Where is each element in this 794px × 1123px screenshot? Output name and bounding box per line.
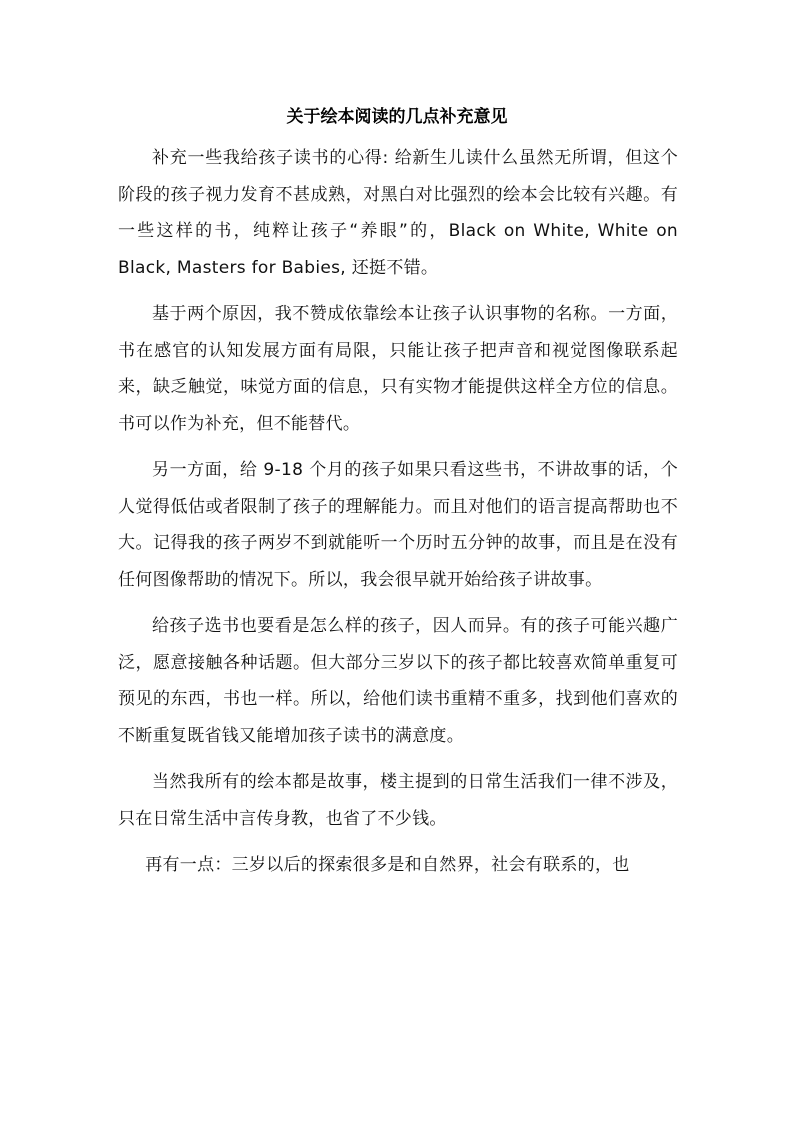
paragraph-6: 再有一点：三岁以后的探索很多是和自然界，社会有联系的，也 [145, 855, 630, 875]
paragraph-4: 给孩子选书也要看是怎么样的孩子，因人而异。有的孩子可能兴趣广泛，愿意接触各种话题。但大部分三岁以下的孩子都比较喜欢简单重复可预见的东西，书也一样。所以，给他们读书重精不重多，找到他们喜欢的不断重复既省钱又能增加孩子读书的满意度。 [118, 616, 678, 746]
document-body [118, 140, 678, 894]
paragraph-3: 另一方面，给 9-18 个月的孩子如果只看这些书，不讲故事的话，个人觉得低估或者限制了孩子的理解能力。而且对他们的语言提高帮助也不大。记得我的孩子两岁不到就能听一个历时五分钟的故事，而且是在没有任何图像帮助的情况下。所以，我会很早就开始给孩子讲故事。 [118, 460, 678, 590]
paragraph-2: 基于两个原因，我不赞成依靠绘本让孩子认识事物的名称。一方面，书在感官的认知发展方面有局限，只能让孩子把声音和视觉图像联系起来，缺乏触觉，味觉方面的信息，只有实物才能提供这样全方位的信息。书可以作为补充，但不能替代。 [118, 304, 678, 434]
paragraph-1: 补充一些我给孩子读书的心得: 给新生儿读什么虽然无所谓，但这个阶段的孩子视力发育不甚成熟，对黑白对比强烈的绘本会比较有兴趣。有一些这样的书，纯粹让孩子“养眼”的，Black on White, White on Black, Masters for Babies, 还挺不错。 [118, 148, 678, 278]
paragraph-5: 当然我所有的绘本都是故事，楼主提到的日常生活我们一律不涉及，只在日常生活中言传身教，也省了不少钱。 [118, 772, 678, 829]
document-title: 关于绘本阅读的几点补充意见 [286, 107, 508, 127]
